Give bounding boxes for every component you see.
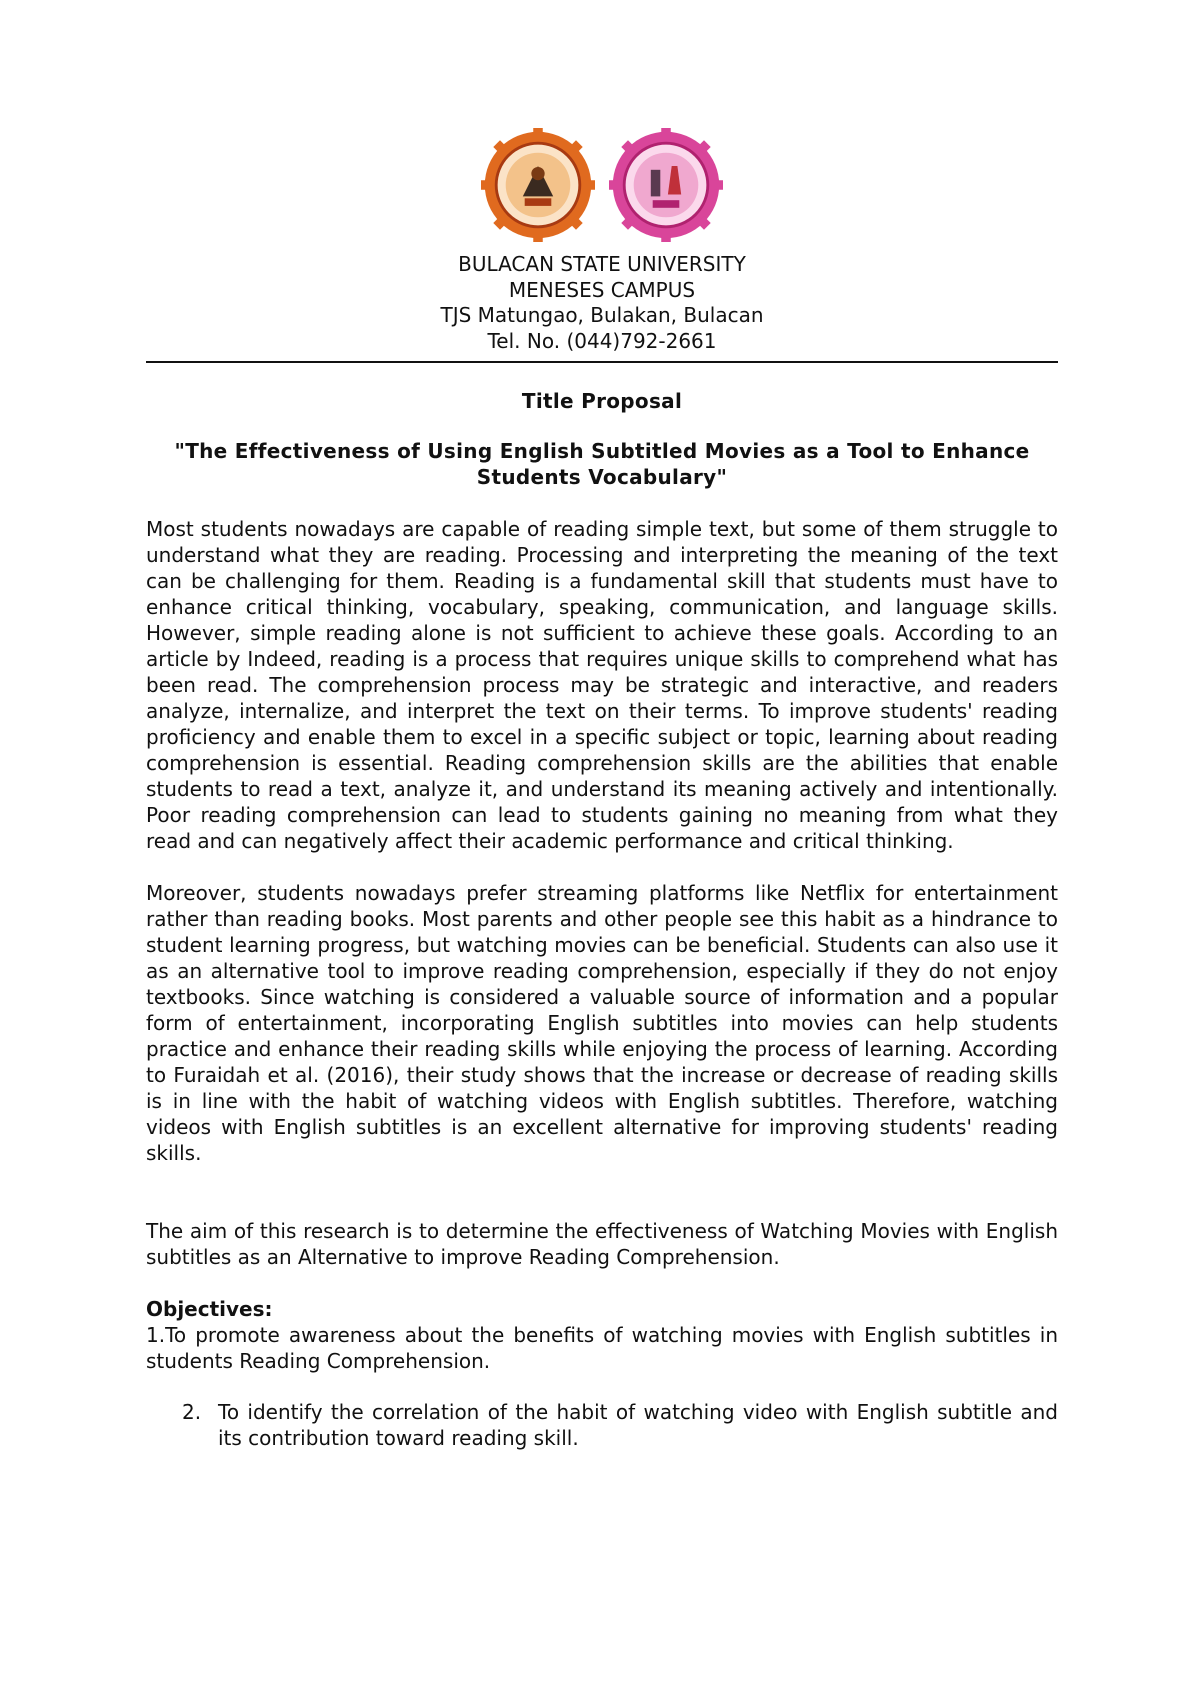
header-divider — [146, 361, 1058, 363]
objectives-heading: Objectives: — [146, 1297, 273, 1321]
meneses-seal-logo — [609, 128, 723, 242]
address: TJS Matungao, Bulakan, Bulacan — [440, 303, 764, 327]
campus-name: MENESES CAMPUS — [508, 277, 696, 302]
objective-text: To promote awareness about the benefits of watching movies with English subtitles in students Reading Comprehension. — [146, 1323, 1058, 1373]
body-paragraph-2: Moreover, students nowadays prefer streaming platforms like Netflix for entertainment rather than reading books. Most parents and other people see this habit as a hindrance to student learning progress, but watching movies can be beneficial. Students can also use it as an alternative tool to improve reading comprehension, especially if they do not enjoy textbooks. Since watching is considered a valuable source of information and a popular form of entertainment, incorporating English subtitles into movies can help students practice and enhance their reading skills while enjoying the process of learning. According to Furaidah et al. (2016), their study shows that the increase or decrease of reading skills is in line with the habit of watching videos with English subtitles. Therefore, watching videos with English subtitles is an excellent alternative for improving students' reading skills. — [146, 881, 1058, 1165]
objective-number: 2. — [182, 1400, 202, 1424]
phone-number: Tel. No. (044)792-2661 — [487, 328, 717, 353]
document-page — [146, 128, 1058, 1451]
objective-number: 1. — [146, 1323, 166, 1347]
objective-text: To identify the correlation of the habit of watching video with English subtitle and its contribution toward reading skill. — [218, 1400, 1058, 1450]
research-title: "The Effectiveness of Using English Subtitled Movies as a Tool to Enhance Students Vocabulary" — [174, 439, 1030, 489]
objective-item-1 — [146, 1322, 1058, 1374]
university-name: BULACAN STATE UNIVERSITY — [458, 252, 746, 276]
document-label: Title Proposal — [521, 389, 683, 413]
body-paragraph-1: Most students nowadays are capable of reading simple text, but some of them struggle to understand what they are reading. Processing and interpreting the meaning of the text can be challenging for them. Reading is a fundamental skill that students must have to enhance critical thinking, vocabulary, speaking, communication, and language skills. However, simple reading alone is not sufficient to achieve these goals. According to an article by Indeed, reading is a process that requires unique skills to comprehend what has been read. The comprehension process may be strategic and interactive, and readers analyze, internalize, and interpret the text on their terms. To improve students' reading proficiency and enable them to excel in a specific subject or topic, learning about reading comprehension is essential. Reading comprehension skills are the abilities that enable students to read a text, analyze it, and understand its meaning actively and intentionally. Poor reading comprehension can lead to students gaining no meaning from what they read and can negatively affect their academic performance and critical thinking. — [146, 517, 1058, 853]
objective-item-2 — [146, 1399, 1058, 1451]
bulsu-seal-logo — [481, 128, 595, 242]
letterhead — [146, 252, 1058, 354]
body-paragraph-3: The aim of this research is to determine the effectiveness of Watching Movies with English subtitles as an Alternative to improve Reading Comprehension. — [146, 1219, 1058, 1269]
logo-row — [146, 128, 1058, 246]
